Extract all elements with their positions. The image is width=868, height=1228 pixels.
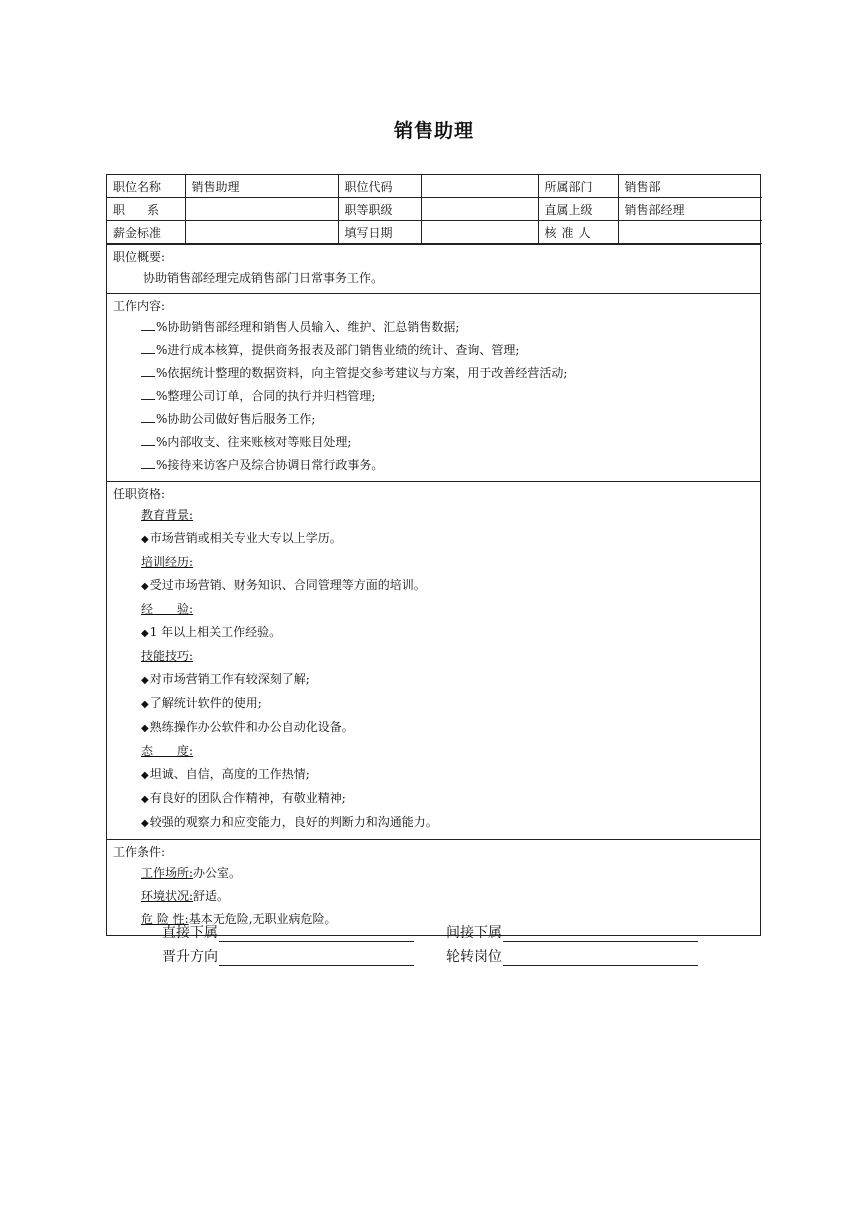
diamond-bullet-icon: ◆ xyxy=(141,675,149,686)
promotion-path-field xyxy=(162,946,446,966)
indirect-subordinate-field xyxy=(446,922,708,942)
blank-line xyxy=(141,433,155,446)
qualification-text: 熟练操作办公软件和办公自动化设备。 xyxy=(149,720,354,734)
qualification-text: 了解统计软件的使用; xyxy=(149,696,262,710)
duty-text: %依据统计整理的数据资料，向主管提交参考建议与方案，用于改善经营活动; xyxy=(156,366,568,380)
summary-section xyxy=(107,244,760,293)
training-heading: 培训经历: xyxy=(141,555,194,569)
qualifications-heading: 任职资格: xyxy=(113,487,166,501)
label-grade-level: 职等职级 xyxy=(338,198,421,221)
diamond-bullet-icon: ◆ xyxy=(141,699,149,710)
indirect-subordinate-label: 间接下属 xyxy=(446,925,502,941)
attitude-heading: 态 度: xyxy=(141,744,194,758)
label-direct-supervisor: 直属上级 xyxy=(538,198,618,221)
list-item xyxy=(113,574,754,598)
duties-heading: 工作内容: xyxy=(113,299,166,313)
list-item xyxy=(113,668,754,692)
value-job-family xyxy=(185,198,338,221)
qualification-text: 市场营销或相关专业大专以上学历。 xyxy=(149,531,342,545)
condition-value: 舒适。 xyxy=(193,889,230,903)
value-position-name: 销售助理 xyxy=(185,175,338,198)
indirect-subordinate-blank xyxy=(503,925,698,942)
education-heading: 教育背景: xyxy=(141,508,194,522)
summary-text: 协助销售部经理完成销售部门日常事务工作。 xyxy=(143,271,384,285)
list-item xyxy=(113,885,754,908)
table-row xyxy=(107,198,762,221)
list-item xyxy=(113,385,754,408)
condition-label: 环境状况: xyxy=(141,889,194,903)
value-direct-supervisor: 销售部经理 xyxy=(618,198,762,221)
qualification-text: 1 年以上相关工作经验。 xyxy=(149,625,282,639)
blank-line xyxy=(141,364,155,377)
summary-heading: 职位概要: xyxy=(113,250,166,264)
job-description-form xyxy=(106,174,761,936)
value-position-code xyxy=(421,175,538,198)
value-department: 销售部 xyxy=(618,175,762,198)
direct-subordinate-label: 直接下属 xyxy=(162,925,218,941)
blank-line xyxy=(141,318,155,331)
label-fill-date: 填写日期 xyxy=(338,221,421,244)
diamond-bullet-icon: ◆ xyxy=(141,581,149,592)
value-fill-date xyxy=(421,221,538,244)
experience-heading: 经 验: xyxy=(141,602,194,616)
qualification-text: 有良好的团队合作精神，有敬业精神; xyxy=(149,791,346,805)
qualification-text: 对市场营销工作有较深刻了解; xyxy=(149,672,310,686)
list-item xyxy=(113,763,754,787)
condition-value: 基本无危险,无职业病危险。 xyxy=(188,912,337,926)
rotation-position-blank xyxy=(503,949,698,966)
label-job-family: 职系 xyxy=(107,198,185,221)
duty-text: %接待来访客户及综合协调日常行政事务。 xyxy=(156,458,384,472)
list-item xyxy=(113,339,754,362)
rotation-position-field xyxy=(446,946,708,966)
duty-text: %协助销售部经理和销售人员输入、维护、汇总销售数据; xyxy=(156,320,460,334)
table-row xyxy=(107,175,762,198)
blank-line xyxy=(141,341,155,354)
rotation-position-label: 轮转岗位 xyxy=(446,949,502,965)
direct-subordinate-field xyxy=(162,922,446,942)
diamond-bullet-icon: ◆ xyxy=(141,534,149,545)
qualification-text: 坦诚、自信，高度的工作热情; xyxy=(149,767,310,781)
diamond-bullet-icon: ◆ xyxy=(141,770,149,781)
list-item xyxy=(113,527,754,551)
duty-text: %整理公司订单，合同的执行并归档管理; xyxy=(156,389,376,403)
skills-heading: 技能技巧: xyxy=(141,649,194,663)
duty-text: %内部收支、往来账核对等账目处理; xyxy=(156,435,352,449)
label-approver: 核准人 xyxy=(538,221,618,244)
duty-text: %协助公司做好售后服务工作; xyxy=(156,412,316,426)
list-item xyxy=(113,362,754,385)
list-item xyxy=(113,811,754,835)
qualifications-section xyxy=(107,481,760,839)
list-item xyxy=(113,862,754,885)
list-item xyxy=(113,716,754,740)
diamond-bullet-icon: ◆ xyxy=(141,794,149,805)
diamond-bullet-icon: ◆ xyxy=(141,628,149,639)
basic-info-table xyxy=(107,175,762,244)
page-title: 销售助理 xyxy=(393,120,474,142)
blank-line xyxy=(141,387,155,400)
label-position-name: 职位名称 xyxy=(107,175,185,198)
list-item xyxy=(113,408,754,431)
qualification-text: 受过市场营销、财务知识、合同管理等方面的培训。 xyxy=(149,578,426,592)
qualification-text: 较强的观察力和应变能力，良好的判断力和沟通能力。 xyxy=(149,815,438,829)
value-approver xyxy=(618,221,762,244)
footer-row xyxy=(162,942,722,966)
blank-line xyxy=(141,456,155,469)
label-salary-standard: 薪金标准 xyxy=(107,221,185,244)
condition-label: 工作场所: xyxy=(141,866,194,880)
direct-subordinate-blank xyxy=(219,925,414,942)
value-grade-level xyxy=(421,198,538,221)
diamond-bullet-icon: ◆ xyxy=(141,818,149,829)
list-item xyxy=(113,787,754,811)
duty-text: %进行成本核算，提供商务报表及部门销售业绩的统计、查询、管理; xyxy=(156,343,520,357)
diamond-bullet-icon: ◆ xyxy=(141,723,149,734)
footer-fields xyxy=(162,918,722,966)
blank-line xyxy=(141,410,155,423)
duties-section xyxy=(107,293,760,481)
promotion-path-label: 晋升方向 xyxy=(162,949,218,965)
list-item xyxy=(113,621,754,645)
list-item xyxy=(113,692,754,716)
list-item xyxy=(113,431,754,454)
promotion-path-blank xyxy=(219,949,414,966)
condition-label: 危 险 性: xyxy=(141,912,189,926)
label-position-code: 职位代码 xyxy=(338,175,421,198)
list-item xyxy=(113,454,754,477)
condition-value: 办公室。 xyxy=(193,866,242,880)
value-salary-standard xyxy=(185,221,338,244)
list-item xyxy=(113,316,754,339)
footer-row xyxy=(162,918,722,942)
conditions-heading: 工作条件: xyxy=(113,845,166,859)
label-department: 所属部门 xyxy=(538,175,618,198)
table-row xyxy=(107,221,762,244)
